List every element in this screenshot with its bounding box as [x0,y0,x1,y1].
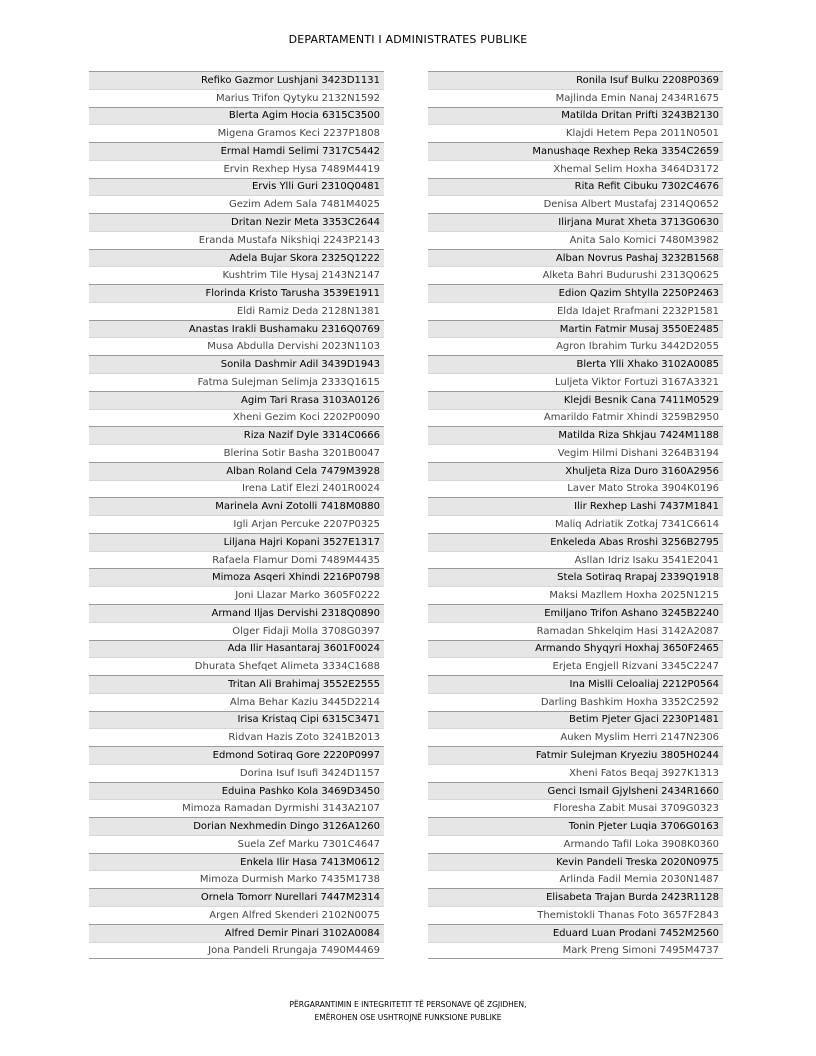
right-name-list [428,71,723,959]
list-item: Denisa Albert Mustafaj 2314Q0652 [428,195,723,213]
list-item: Fatma Sulejman Selimja 2333Q1615 [89,373,384,391]
list-item: Klajdi Hetem Pepa 2011N0501 [428,124,723,142]
list-item: Arlinda Fadil Memia 2030N1487 [428,870,723,888]
list-item: Armando Shyqyri Hoxhaj 3650F2465 [428,640,723,658]
list-item: Xhemal Selim Hoxha 3464D3172 [428,160,723,178]
list-item: Maliq Adriatik Zotkaj 7341C6614 [428,515,723,533]
list-item: Xheni Fatos Beqaj 3927K1313 [428,764,723,782]
list-item: Kevin Pandeli Treska 2020N0975 [428,853,723,871]
list-item: Adela Bujar Skora 2325Q1222 [89,249,384,267]
list-item: Kushtrim Tile Hysaj 2143N2147 [89,266,384,284]
list-item: Dhurata Shefqet Alimeta 3334C1688 [89,657,384,675]
list-item: Ervin Rexhep Hysa 7489M4419 [89,160,384,178]
list-item: Fatmir Sulejman Kryeziu 3805H0244 [428,746,723,764]
list-item: Maksi Mazllem Hoxha 2025N1215 [428,586,723,604]
list-item: Argen Alfred Skenderi 2102N0075 [89,906,384,924]
list-item: Armando Tafil Loka 3908K0360 [428,835,723,853]
list-item: Ornela Tomorr Nurellari 7447M2314 [89,888,384,906]
footer-line-1: PËRGARANTIMIN E INTEGRITETIT TË PERSONAVE QË ZGJIDHEN, [289,1000,527,1009]
list-item: Vegim Hilmi Dishani 3264B3194 [428,444,723,462]
list-item: Eduina Pashko Kola 3469D3450 [89,782,384,800]
list-item: Darling Bashkim Hoxha 3352C2592 [428,693,723,711]
list-item: Irena Latif Elezi 2401R0024 [89,480,384,498]
list-item: Musa Abdulla Dervishi 2023N1103 [89,337,384,355]
list-item: Martin Fatmir Musaj 3550E2485 [428,320,723,338]
list-item: Amarildo Fatmir Xhindi 3259B2950 [428,409,723,427]
list-item: Ramadan Shkelqim Hasi 3142A2087 [428,622,723,640]
list-item: Rita Refit Cibuku 7302C4676 [428,178,723,196]
list-item: Joni Llazar Marko 3605F0222 [89,586,384,604]
list-item: Armand Iljas Dervishi 2318Q0890 [89,604,384,622]
list-item: Mimoza Ramadan Dyrmishi 3143A2107 [89,799,384,817]
list-item: Ilirjana Murat Xheta 3713G0630 [428,213,723,231]
list-item: Alketa Bahri Budurushi 2313Q0625 [428,266,723,284]
list-item: Alban Novrus Pashaj 3232B1568 [428,249,723,267]
list-item: Edmond Sotiraq Gore 2220P0997 [89,746,384,764]
list-item: Agron Ibrahim Turku 3442D2055 [428,337,723,355]
page-title: DEPARTAMENTI I ADMINISTRATES PUBLIKE [288,33,528,46]
list-item: Mimoza Durmish Marko 7435M1738 [89,870,384,888]
list-item: Gezim Adem Sala 7481M4025 [89,195,384,213]
list-item: Luljeta Viktor Fortuzi 3167A3321 [428,373,723,391]
list-item: Liljana Hajri Kopani 3527E1317 [89,533,384,551]
list-item: Anastas Irakli Bushamaku 2316Q0769 [89,320,384,338]
list-item: Enkela Ilir Hasa 7413M0612 [89,853,384,871]
list-item: Dorina Isuf Isufi 3424D1157 [89,764,384,782]
list-item: Marius Trifon Qytyku 2132N1592 [89,89,384,107]
left-name-list [89,71,384,959]
list-item: Manushaqe Rexhep Reka 3354C2659 [428,142,723,160]
list-item: Matilda Riza Shkjau 7424M1188 [428,426,723,444]
footer [0,998,816,1024]
list-item: Mimoza Asqeri Xhindi 2216P0798 [89,568,384,586]
list-item: Ada Ilir Hasantaraj 3601F0024 [89,640,384,658]
list-item: Eranda Mustafa Nikshiqi 2243P2143 [89,231,384,249]
list-item: Majlinda Emin Nanaj 2434R1675 [428,89,723,107]
list-item: Refiko Gazmor Lushjani 3423D1131 [89,71,384,89]
list-item: Asllan Idriz Isaku 3541E2041 [428,551,723,569]
list-item: Olger Fidaji Molla 3708G0397 [89,622,384,640]
list-item: Mark Preng Simoni 7495M4737 [428,942,723,960]
list-item: Ermal Hamdi Selimi 7317C5442 [89,142,384,160]
list-item: Ilir Rexhep Lashi 7437M1841 [428,497,723,515]
list-item: Ervis Ylli Guri 2310Q0481 [89,178,384,196]
list-item: Matilda Dritan Prifti 3243B2130 [428,107,723,125]
footer-line-2: EMËROHEN OSE USHTROJNË FUNKSIONE PUBLIKE [314,1013,502,1022]
list-item: Eduard Luan Prodani 7452M2560 [428,924,723,942]
list-item: Anita Salo Komici 7480M3982 [428,231,723,249]
list-item: Blerta Ylli Xhako 3102A0085 [428,355,723,373]
list-item: Edion Qazim Shtylla 2250P2463 [428,284,723,302]
list-item: Rafaela Flamur Domi 7489M4435 [89,551,384,569]
list-item: Elda Idajet Rrafmani 2232P1581 [428,302,723,320]
list-item: Riza Nazif Dyle 3314C0666 [89,426,384,444]
list-item: Betim Pjeter Gjaci 2230P1481 [428,711,723,729]
list-item: Ridvan Hazis Zoto 3241B2013 [89,728,384,746]
list-item: Ronila Isuf Bulku 2208P0369 [428,71,723,89]
list-item: Erjeta Engjell Rizvani 3345C2247 [428,657,723,675]
list-item: Irisa Kristaq Cipi 6315C3471 [89,711,384,729]
list-item: Igli Arjan Percuke 2207P0325 [89,515,384,533]
list-item: Alban Roland Cela 7479M3928 [89,462,384,480]
list-item: Sonila Dashmir Adil 3439D1943 [89,355,384,373]
list-item: Eldi Ramiz Deda 2128N1381 [89,302,384,320]
list-item: Tonin Pjeter Luqia 3706G0163 [428,817,723,835]
list-item: Emiljano Trifon Ashano 3245B2240 [428,604,723,622]
list-item: Blerina Sotir Basha 3201B0047 [89,444,384,462]
list-item: Alfred Demir Pinari 3102A0084 [89,924,384,942]
list-item: Themistokli Thanas Foto 3657F2843 [428,906,723,924]
list-item: Klejdi Besnik Cana 7411M0529 [428,391,723,409]
list-item: Tritan Ali Brahimaj 3552E2555 [89,675,384,693]
list-item: Ina Mislli Celoaliaj 2212P0564 [428,675,723,693]
list-item: Migena Gramos Keci 2237P1808 [89,124,384,142]
list-item: Floresha Zabit Musai 3709G0323 [428,799,723,817]
list-item: Blerta Agim Hocia 6315C3500 [89,107,384,125]
list-item: Dorian Nexhmedin Dingo 3126A1260 [89,817,384,835]
list-item: Auken Myslim Herri 2147N2306 [428,728,723,746]
list-item: Enkeleda Abas Rroshi 3256B2795 [428,533,723,551]
list-item: Dritan Nezir Meta 3353C2644 [89,213,384,231]
list-item: Xhuljeta Riza Duro 3160A2956 [428,462,723,480]
list-item: Genci Ismail Gjylsheni 2434R1660 [428,782,723,800]
list-item: Xheni Gezim Koci 2202P0090 [89,409,384,427]
list-item: Florinda Kristo Tarusha 3539E1911 [89,284,384,302]
list-item: Jona Pandeli Rrungaja 7490M4469 [89,942,384,960]
list-item: Agim Tari Rrasa 3103A0126 [89,391,384,409]
list-item: Elisabeta Trajan Burda 2423R1128 [428,888,723,906]
list-item: Marinela Avni Zotolli 7418M0880 [89,497,384,515]
list-item: Suela Zef Marku 7301C4647 [89,835,384,853]
list-item: Stela Sotiraq Rrapaj 2339Q1918 [428,568,723,586]
list-item: Laver Mato Stroka 3904K0196 [428,480,723,498]
list-item: Alma Behar Kaziu 3445D2214 [89,693,384,711]
